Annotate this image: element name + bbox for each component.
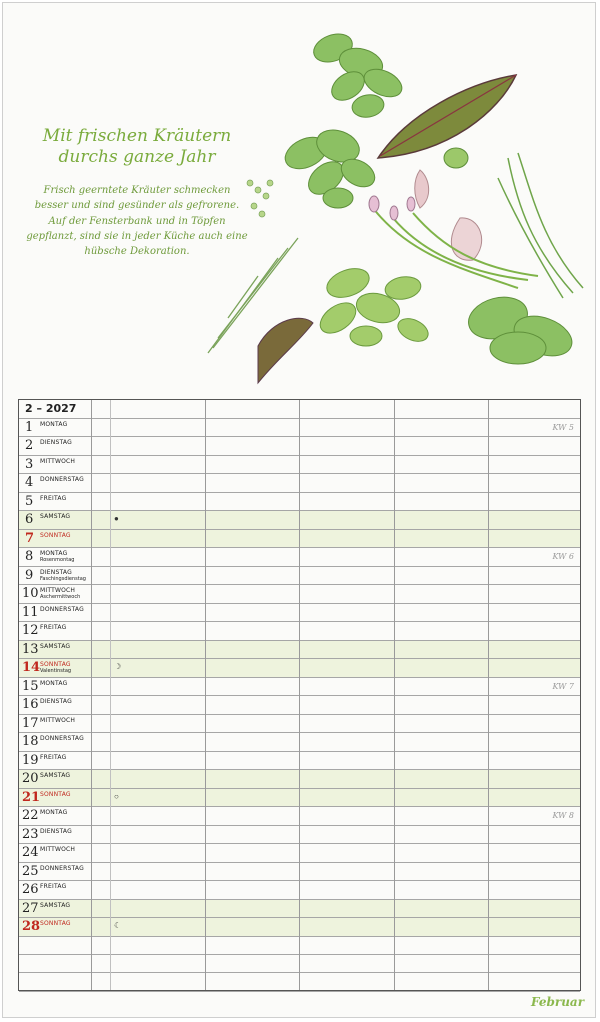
weekday-name: MONTAG	[40, 420, 68, 428]
day-number: 6	[25, 512, 34, 527]
weekday-name: SAMSTAG	[40, 642, 71, 650]
weekday-name: MITTWOCH	[40, 716, 76, 724]
day-number: 23	[22, 826, 39, 842]
day-number: 21	[22, 789, 41, 805]
calendar-week-label: KW 5	[552, 422, 574, 432]
weekday-name: SONNTAG	[40, 531, 71, 539]
day-number: 13	[22, 641, 39, 657]
headline: Mit frischen Kräutern durchs ganze Jahr	[42, 126, 232, 167]
column-divider	[110, 400, 111, 990]
day-number: 16	[22, 697, 39, 712]
day-number: 14	[22, 660, 41, 675]
weekday-name: MITTWOCH	[40, 457, 76, 465]
weekday-name: SAMSTAG	[40, 772, 71, 779]
day-number: 7	[25, 530, 35, 546]
weekday-name: SAMSTAG	[40, 513, 71, 520]
day-number: 3	[25, 456, 34, 472]
column-divider	[394, 400, 395, 990]
day-number: 26	[22, 882, 39, 897]
weekday-name: MONTAG	[40, 809, 68, 816]
holiday-label: Aschermittwoch	[40, 594, 81, 600]
holiday-label: Valentinstag	[40, 668, 72, 674]
weekday-name: MONTAG	[40, 550, 68, 557]
moon-phase-icon: ☽	[114, 662, 122, 671]
calendar-week-label: KW 8	[552, 811, 574, 820]
weekday-name: FREITAG	[40, 753, 67, 761]
month-grid	[18, 399, 581, 991]
weekday-name: DONNERSTAG	[40, 605, 84, 613]
holiday-label: Rosenmontag	[40, 557, 75, 563]
day-number: 20	[22, 771, 39, 786]
day-number: 10	[22, 586, 39, 601]
month-label: 2 – 2027	[25, 402, 77, 415]
day-number: 27	[22, 900, 39, 916]
column-divider	[488, 400, 489, 990]
weekday-name: SONNTAG	[40, 920, 71, 927]
holiday-label: Faschingsdienstag	[40, 575, 86, 582]
weekday-name: MONTAG	[40, 679, 68, 687]
intro-text: Frisch geerntete Kräuter schmecken besser und sind gesünder als gefrorene. Auf der Fensterbank und in Töpfen gepflanzt, sind sie in jeder Küche auch eine hübsche Dekoration.	[26, 185, 248, 258]
weekday-name: SONNTAG	[40, 790, 71, 798]
calendar-week-label: KW 6	[552, 552, 574, 561]
weekday-name: FREITAG	[40, 624, 67, 631]
herbs-illustration	[198, 18, 596, 398]
column-divider	[205, 400, 206, 990]
month-footer: Februar	[531, 995, 585, 1009]
weekday-name: DIENSTAG	[40, 568, 72, 576]
day-number: 8	[25, 549, 34, 564]
weekday-name: SAMSTAG	[40, 901, 71, 909]
day-number: 17	[22, 715, 39, 731]
day-number: 4	[25, 475, 34, 490]
moon-phase-icon: ☾	[114, 921, 122, 930]
moon-phase-icon: ●	[114, 514, 119, 523]
day-number: 28	[22, 919, 41, 934]
weekday-name: DONNERSTAG	[40, 864, 84, 872]
weekday-name: DONNERSTAG	[40, 735, 84, 742]
column-divider	[299, 400, 300, 990]
weekday-name: FREITAG	[40, 883, 67, 890]
calendar-week-label: KW 7	[552, 681, 574, 691]
day-number: 11	[22, 604, 39, 620]
day-number: 18	[22, 734, 39, 749]
weekday-name: DIENSTAG	[40, 698, 72, 705]
day-number: 25	[22, 863, 39, 879]
moon-phase-icon: ○	[114, 791, 119, 801]
column-divider	[91, 400, 92, 990]
day-number: 22	[22, 808, 39, 823]
weekday-name: MITTWOCH	[40, 846, 76, 853]
day-number: 24	[22, 845, 39, 860]
weekday-name: DIENSTAG	[40, 439, 72, 446]
weekday-name: MITTWOCH	[40, 587, 76, 594]
day-number: 19	[22, 752, 39, 768]
day-number: 15	[22, 678, 39, 694]
day-number: 9	[25, 567, 34, 583]
day-number: 12	[22, 623, 39, 638]
weekday-name: SONNTAG	[40, 661, 71, 668]
day-number: 5	[25, 493, 34, 509]
day-number: 2	[25, 438, 34, 453]
weekday-name: FREITAG	[40, 494, 67, 502]
day-number: 1	[25, 419, 34, 435]
weekday-name: DONNERSTAG	[40, 476, 84, 483]
weekday-name: DIENSTAG	[40, 827, 72, 835]
